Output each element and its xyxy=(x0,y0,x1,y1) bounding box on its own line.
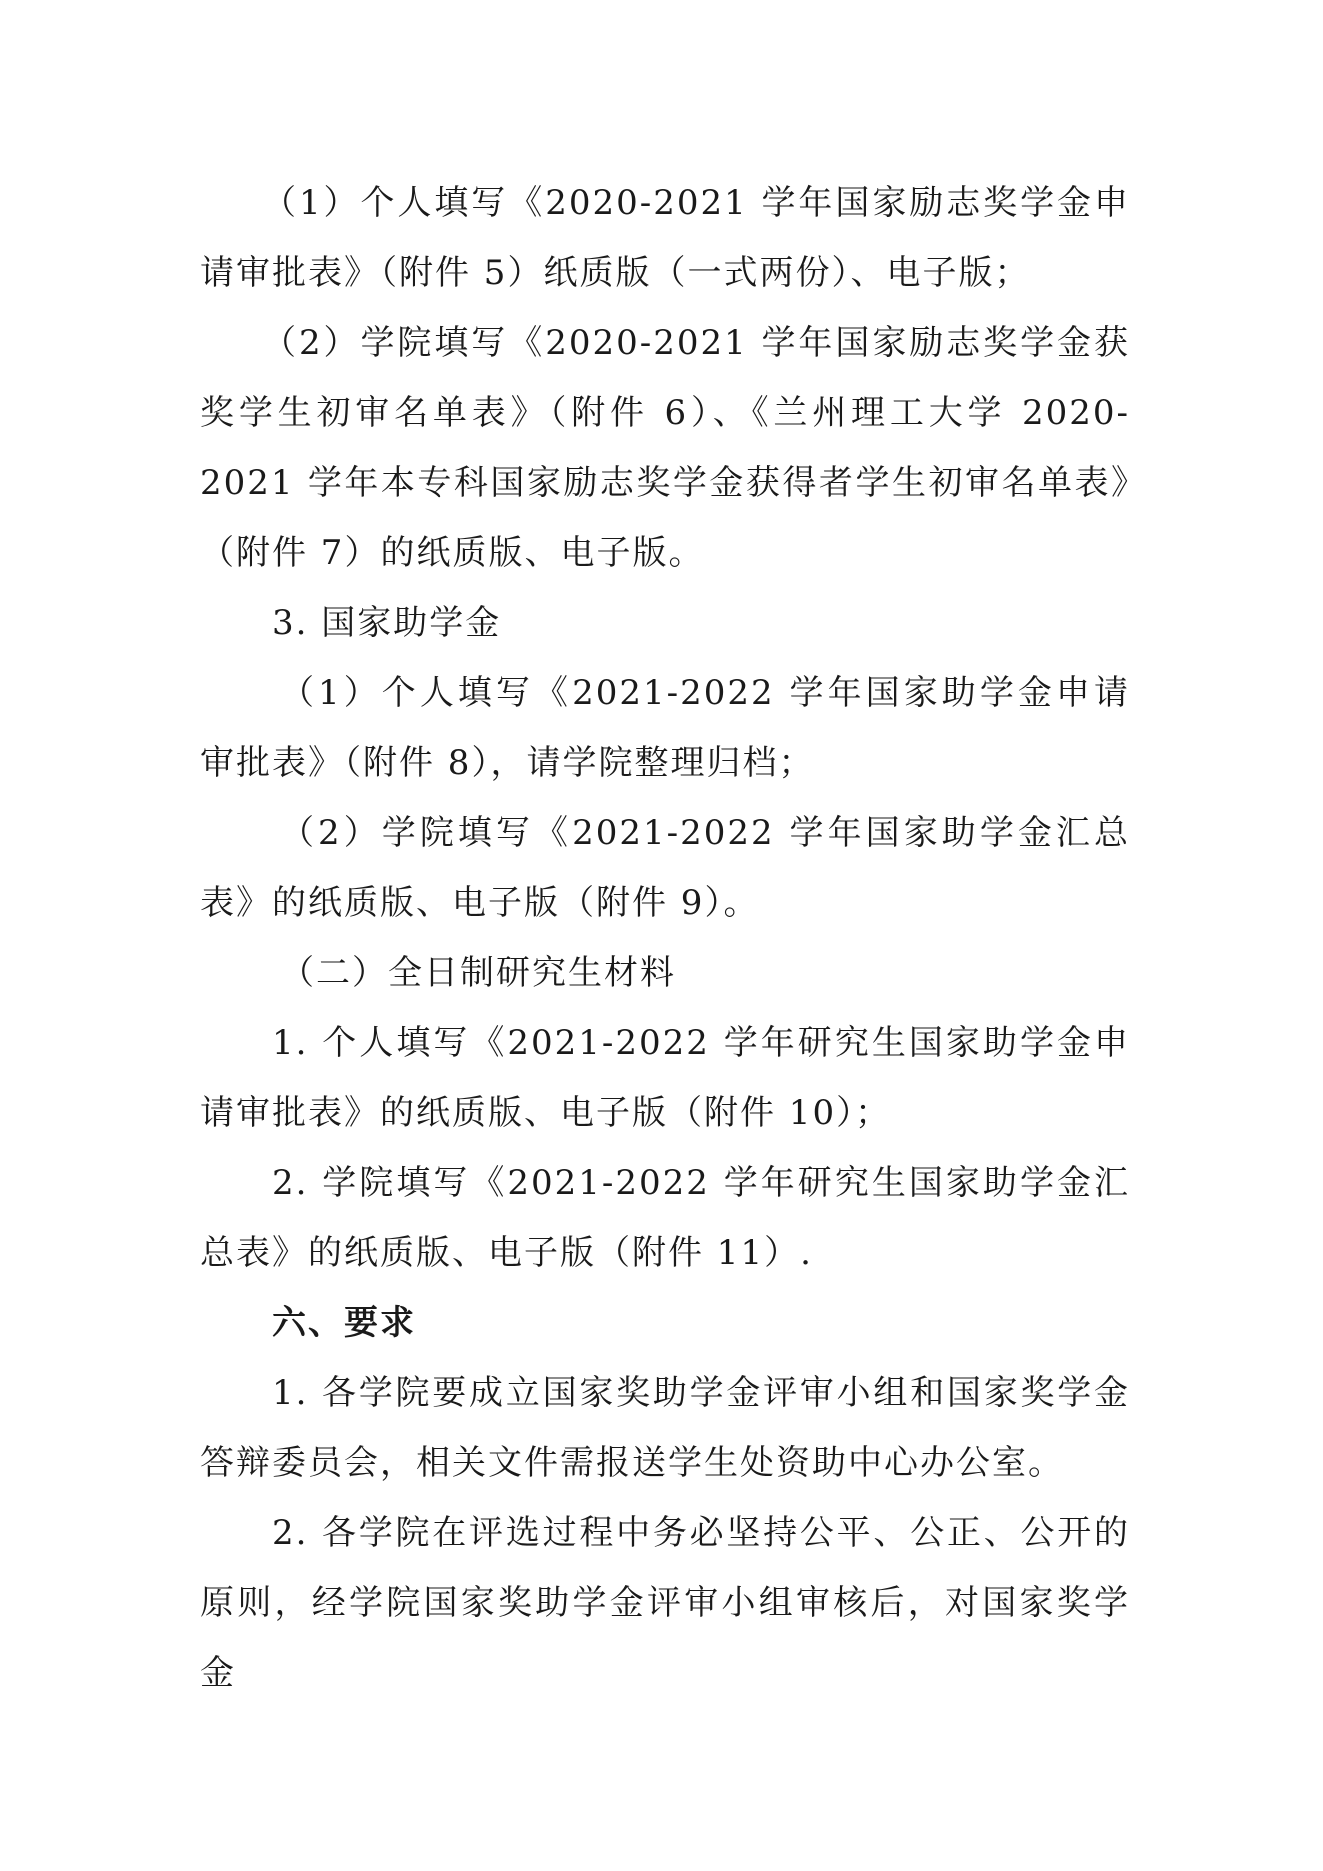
section-heading-graduate-materials: （二）全日制研究生材料 xyxy=(280,953,676,993)
paragraph-personal-form-scholarship: （1）个人填写《2020-2021 学年国家励志奖学金申请审批表》（附件 5）纸质版（一式两份）、电子版； xyxy=(200,183,1130,293)
paragraph-graduate-college-summary: 2. 学院填写《2021-2022 学年研究生国家助学金汇总表》的纸质版、电子版（附件 11）. xyxy=(200,1163,1130,1273)
document-body xyxy=(200,168,1130,1708)
paragraph-college-summary-grant: （2）学院填写《2021-2022 学年国家助学金汇总表》的纸质版、电子版（附件 9）。 xyxy=(200,813,1130,923)
paragraph-graduate-personal-form: 1. 个人填写《2021-2022 学年研究生国家助学金申请审批表》的纸质版、电子版（附件 10）； xyxy=(200,1023,1130,1133)
paragraph-personal-form-grant: （1）个人填写《2021-2022 学年国家助学金申请审批表》（附件 8），请学院整理归档； xyxy=(200,673,1130,783)
paragraph-requirement-2: 2. 各学院在评选过程中务必坚持公平、公正、公开的原则，经学院国家奖助学金评审小组审核后，对国家奖学金 xyxy=(200,1513,1130,1693)
paragraph-college-list-scholarship: （2）学院填写《2020-2021 学年国家励志奖学金获奖学生初审名单表》（附件 6）、《兰州理工大学 2020-2021 学年本专科国家励志奖学金获得者学生初审名单表》（附件 7）的纸质版、电子版。 xyxy=(200,323,1130,573)
paragraph-requirement-1: 1. 各学院要成立国家奖助学金评审小组和国家奖学金答辩委员会，相关文件需报送学生处资助中心办公室。 xyxy=(200,1373,1130,1483)
section-heading-requirements: 六、要求 xyxy=(272,1303,416,1343)
section-heading-national-grant: 3. 国家助学金 xyxy=(272,603,502,643)
